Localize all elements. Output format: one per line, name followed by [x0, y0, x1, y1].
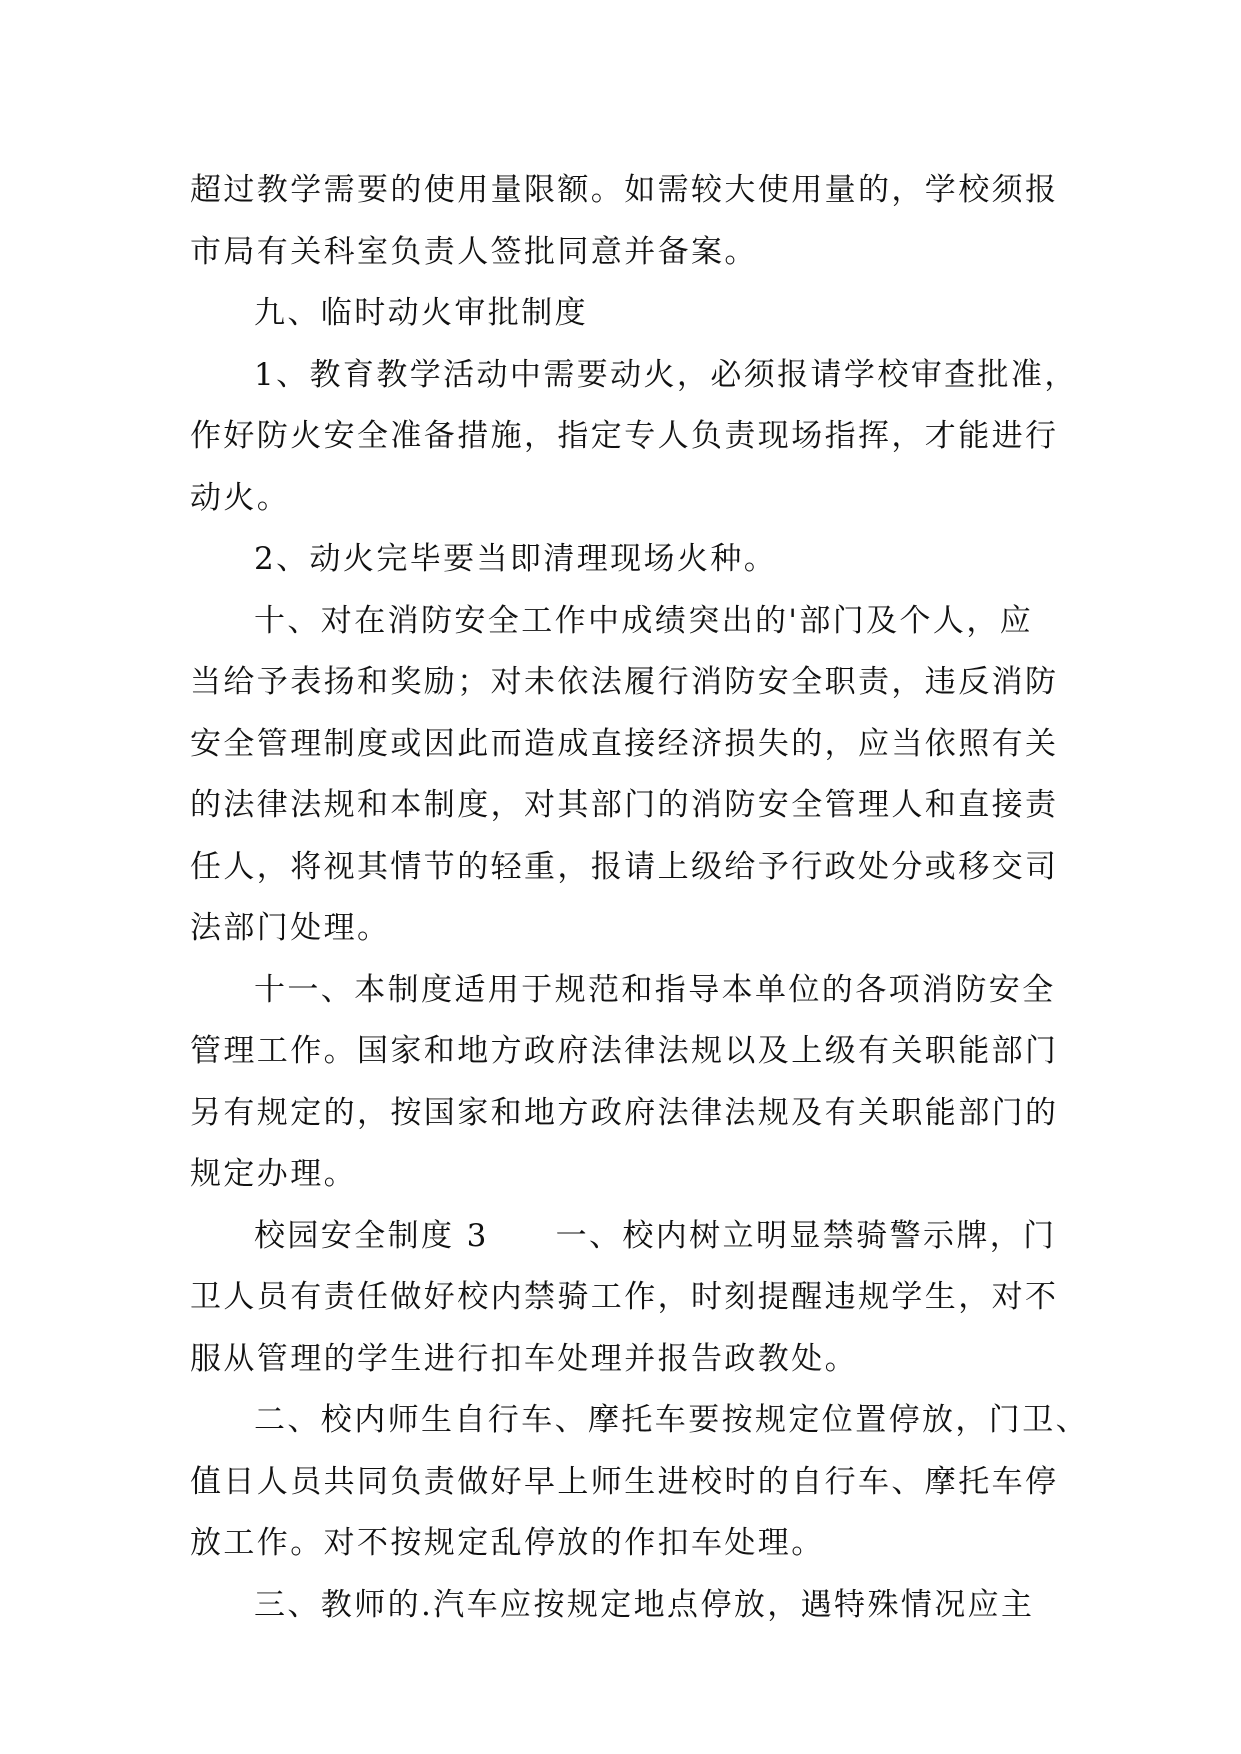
text-line: 任人，将视其情节的轻重，报请上级给予行政处分或移交司 — [190, 848, 1059, 885]
text-line: 值日人员共同负责做好早上师生进校时的自行车、摩托车停 — [190, 1463, 1059, 1500]
text-line: 规定办理。 — [190, 1156, 357, 1192]
text-line: 动火。 — [190, 479, 291, 516]
text-line: 当给予表扬和奖励；对未依法履行消防安全职责，违反消防 — [190, 664, 1059, 700]
text-line: 管理工作。国家和地方政府法律法规以及上级有关职能部门 — [190, 1033, 1059, 1069]
text-line: 十一、本制度适用于规范和指导本单位的各项消防安全 — [254, 971, 1056, 1008]
text-line: 十、对在消防安全工作中成绩突出的'部门及个人，应 — [254, 602, 1034, 639]
text-line: 三、教师的.汽车应按规定地点停放，遇特殊情况应主 — [254, 1586, 1035, 1623]
text-line: 安全管理制度或因此而造成直接经济损失的，应当依照有关 — [190, 725, 1059, 762]
text-line: 法部门处理。 — [190, 910, 391, 946]
text-line: 的法律法规和本制度，对其部门的消防安全管理人和直接责 — [190, 787, 1059, 823]
text-line: 市局有关科室负责人签批同意并备案。 — [190, 233, 758, 270]
text-line: 作好防火安全准备措施，指定专人负责现场指挥，才能进行 — [190, 418, 1059, 454]
text-line: 九、临时动火审批制度 — [254, 295, 588, 331]
text-line: 校园安全制度 3 一、校内树立明显禁骑警示牌，门 — [254, 1217, 1057, 1254]
document-body — [190, 160, 1089, 1636]
text-line: 2、动火完毕要当即清理现场火种。 — [254, 541, 778, 577]
text-line: 1、教育教学活动中需要动火，必须报请学校审查批准， — [254, 356, 1078, 393]
text-line: 卫人员有责任做好校内禁骑工作，时刻提醒违规学生，对不 — [190, 1279, 1059, 1315]
text-line: 服从管理的学生进行扣车处理并报告政教处。 — [190, 1340, 858, 1377]
text-line: 二、校内师生自行车、摩托车要按规定位置停放，门卫、 — [254, 1402, 1089, 1438]
text-line: 放工作。对不按规定乱停放的作扣车处理。 — [190, 1525, 825, 1561]
text-line: 超过教学需要的使用量限额。如需较大使用量的，学校须报 — [190, 172, 1059, 208]
text-line: 另有规定的，按国家和地方政府法律法规及有关职能部门的 — [190, 1094, 1059, 1131]
